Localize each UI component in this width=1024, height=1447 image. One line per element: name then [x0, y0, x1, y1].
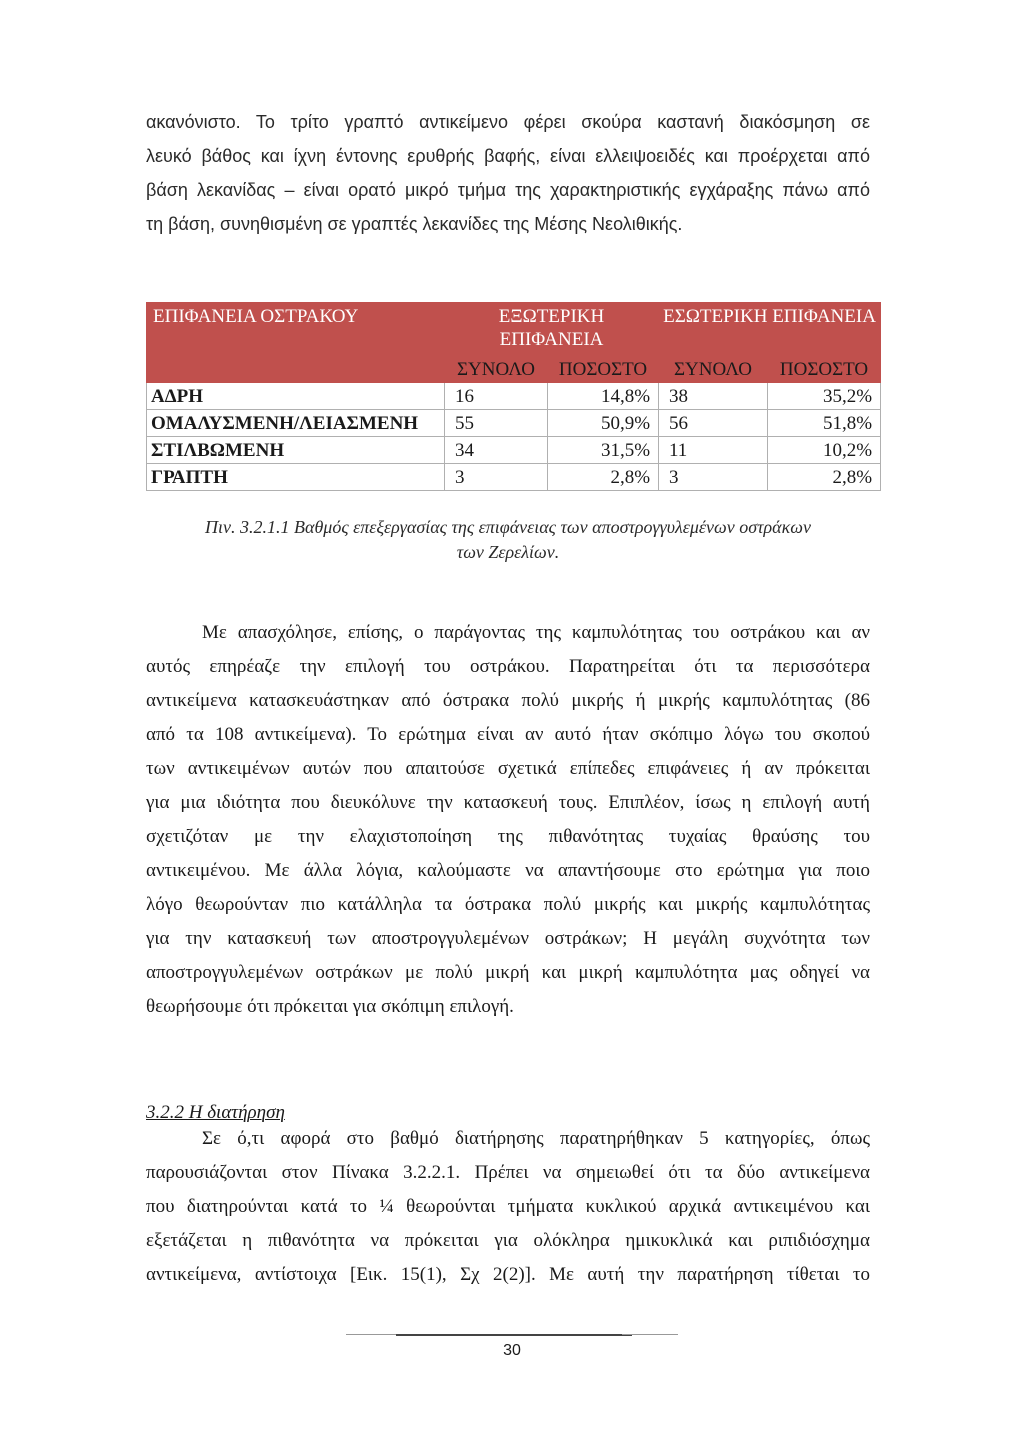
paragraph-preservation — [146, 1122, 870, 1292]
row-label: ΟΜΑΛΥΣΜΕΝΗ/ΛΕΙΑΣΜΕΝΗ — [147, 410, 445, 437]
text-line: για την κατασκευή των αποστρογγυλεμένων οστράκων; Η μεγάλη συχνότητα των — [146, 928, 870, 949]
caption-line: των Ζερελίων. — [456, 542, 560, 562]
table-row — [147, 437, 881, 464]
text-line: λευκό βάθος και ίχνη έντονης ερυθρής βαφής, είναι ελλειψοειδές και προέρχεται από — [146, 146, 870, 166]
header-surface: ΕΠΙΦΑΝΕΙΑ ΟΣΤΡΑΚΟΥ — [147, 303, 445, 383]
footer-divider — [396, 1334, 632, 1336]
int-percent-cell: 2,8% — [768, 464, 881, 491]
text-line: ακανόνιστο. Το τρίτο γραπτό αντικείμενο φέρει σκούρα καστανή διακόσμηση σε — [146, 112, 870, 132]
header-interior: ΕΣΩΤΕΡΙΚΗ ΕΠΙΦΑΝΕΙΑ — [659, 303, 881, 356]
header-int-total: ΣΥΝΟΛΟ — [659, 356, 768, 383]
table-caption — [146, 515, 870, 565]
ext-percent-cell: 2,8% — [548, 464, 659, 491]
table-header-row — [147, 303, 881, 356]
text-line: σχετιζόταν με την ελαχιστοποίηση της πιθανότητας τυχαίας θραύσης του — [146, 826, 870, 847]
int-total-cell: 3 — [659, 464, 768, 491]
table-row — [147, 410, 881, 437]
text-line: θεωρήσουμε ότι πρόκειται για σκόπιμη επιλογή. — [146, 996, 514, 1017]
text-line: αποστρογγυλεμένων οστράκων με πολύ μικρή και μικρή καμπυλότητα μας οδηγεί να — [146, 962, 870, 983]
caption-line: Πιν. 3.2.1.1 Βαθμός επεξεργασίας της επιφάνειας των αποστρογγυλεμένων οστράκων — [205, 517, 811, 537]
text-line: τη βάση, συνηθισμένη σε γραπτές λεκανίδες της Μέσης Νεολιθικής. — [146, 214, 683, 234]
text-line: Με απασχόλησε, επίσης, ο παράγοντας της καμπυλότητας του οστράκου και αν — [202, 622, 870, 643]
row-label: ΣΤΙΛΒΩΜΕΝΗ — [147, 437, 445, 464]
page-number: 30 — [503, 1342, 521, 1359]
int-percent-cell: 10,2% — [768, 437, 881, 464]
table-row — [147, 464, 881, 491]
header-int-percent: ΠΟΣΟΣΤΟ — [768, 356, 881, 383]
text-line: αντικείμενα, αντίστοιχα [Εικ. 15(1), Σχ 2(2)]. Με αυτή την παρατήρηση τίθεται το — [146, 1264, 870, 1285]
header-ext-percent: ΠΟΣΟΣΤΟ — [548, 356, 659, 383]
paragraph-curvature — [146, 616, 870, 1024]
text-line: παρουσιάζονται στον Πίνακα 3.2.2.1. Πρέπει να σημειωθεί ότι τα δύο αντικείμενα — [146, 1162, 870, 1183]
int-total-cell: 11 — [659, 437, 768, 464]
text-line: αυτός επηρέαζε την επιλογή του οστράκου. Παρατηρείται ότι τα περισσότερα — [146, 656, 870, 677]
row-label: ΓΡΑΠΤΗ — [147, 464, 445, 491]
text-line: Σε ό,τι αφορά στο βαθμό διατήρησης παρατηρήθηκαν 5 κατηγορίες, όπως — [202, 1128, 870, 1149]
int-total-cell: 56 — [659, 410, 768, 437]
ext-percent-cell: 31,5% — [548, 437, 659, 464]
text-line: λόγο θεωρούνταν πιο κατάλληλα τα όστρακα πολύ μικρής και μικρής καμπυλότητας — [146, 894, 870, 915]
text-line: αντικείμενα κατασκευάστηκαν από όστρακα πολύ μικρής ή μικρής καμπυλότητας (86 — [146, 690, 870, 711]
int-total-cell: 38 — [659, 383, 768, 410]
text-line: που διατηρούνται κατά το ¼ θεωρούνται τμήματα κυκλικού αρχικά αντικειμένου και — [146, 1196, 870, 1217]
row-label: ΑΔΡΗ — [147, 383, 445, 410]
ext-total-cell: 3 — [445, 464, 548, 491]
paragraph-surface-description — [146, 105, 870, 241]
footer-divider-right — [622, 1334, 678, 1335]
text-line: από τα 108 αντικείμενα). Το ερώτημα είναι αν αυτό ήταν σκόπιμο λόγω του σκοπού — [146, 724, 870, 745]
text-line: των αντικειμένων αυτών που απαιτούσε σχετικά επίπεδες επιφάνειες ή αν πρόκειται — [146, 758, 870, 779]
header-exterior: ΕΞΩΤΕΡΙΚΗ ΕΠΙΦΑΝΕΙΑ — [445, 303, 659, 356]
header-ext-total: ΣΥΝΟΛΟ — [445, 356, 548, 383]
text-line: εξετάζεται η πιθανότητα να πρόκειται για ολόκληρα ημικυκλικά και ριπιδιόσχημα — [146, 1230, 870, 1251]
int-percent-cell: 35,2% — [768, 383, 881, 410]
ext-total-cell: 34 — [445, 437, 548, 464]
section-heading: 3.2.2 Η διατήρηση — [146, 1102, 285, 1123]
text-line: για μια ιδιότητα που διευκόλυνε την κατασκευή τους. Επιπλέον, ίσως η επιλογή αυτή — [146, 792, 870, 813]
text-line: βάση λεκανίδας – είναι ορατό μικρό τμήμα της χαρακτηριστικής εγχάραξης πάνω από — [146, 180, 870, 200]
ext-total-cell: 55 — [445, 410, 548, 437]
ext-total-cell: 16 — [445, 383, 548, 410]
text-line: αντικειμένου. Με άλλα λόγια, καλούμαστε να απαντήσουμε στο ερώτημα για ποιο — [146, 860, 870, 881]
table-row — [147, 383, 881, 410]
surface-treatment-table — [146, 302, 881, 491]
ext-percent-cell: 14,8% — [548, 383, 659, 410]
ext-percent-cell: 50,9% — [548, 410, 659, 437]
int-percent-cell: 51,8% — [768, 410, 881, 437]
